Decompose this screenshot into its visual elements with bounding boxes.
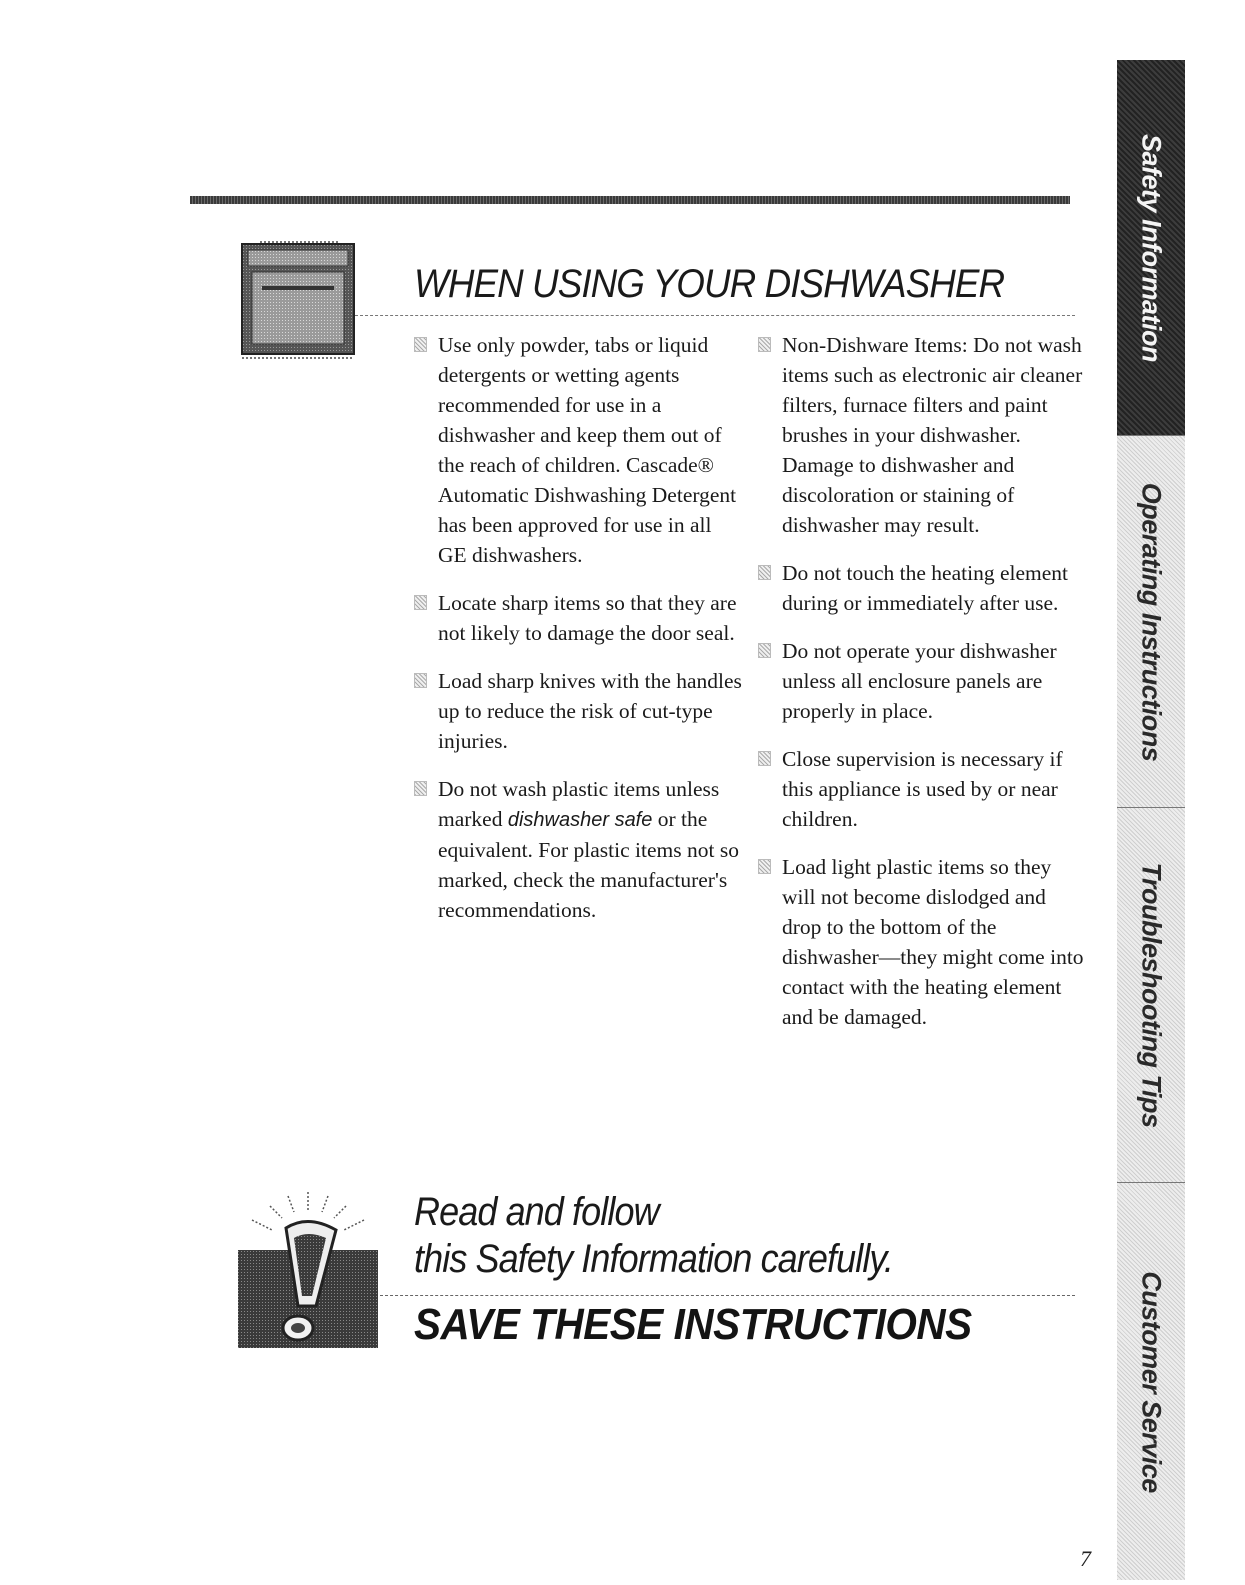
section-tabs xyxy=(1117,60,1185,1580)
safety-carefully-line: this Safety Information carefully. xyxy=(414,1237,893,1281)
exclamation-alert-icon xyxy=(238,1188,378,1348)
save-instructions-heading: SAVE THESE INSTRUCTIONS xyxy=(414,1300,972,1349)
heading-rule xyxy=(355,315,1075,316)
list-item: Do not touch the heating element during or immediately after use. xyxy=(758,558,1088,618)
list-item: Use only powder, tabs or liquid detergents or wetting agents recommended for use in a dishwasher and keep them out of the reach of children. Cascade® Automatic Dishwashing Detergent has been approved for use in all GE dishwashers. xyxy=(414,330,744,570)
list-item: Load light plastic items so they will not become dislodged and drop to the bottom of the dishwasher—they might come into contact with the heating element and be damaged. xyxy=(758,852,1088,1032)
bullet-icon xyxy=(758,859,771,874)
bullet-icon xyxy=(414,337,427,352)
bullet-icon xyxy=(758,565,771,580)
bullet-icon xyxy=(758,337,771,352)
list-item: Load sharp knives with the handles up to reduce the risk of cut-type injuries. xyxy=(414,666,744,756)
tab-label: Operating Instructions xyxy=(1136,482,1167,761)
tab-customer-service[interactable] xyxy=(1117,1182,1185,1580)
bullet-icon xyxy=(414,673,427,688)
emphasis-text: dishwasher safe xyxy=(507,809,653,831)
list-item: Close supervision is necessary if this appliance is used by or near children. xyxy=(758,744,1088,834)
left-column xyxy=(414,330,744,943)
save-rule xyxy=(380,1295,1075,1296)
tab-safety-information[interactable] xyxy=(1117,60,1185,435)
tab-operating-instructions[interactable] xyxy=(1117,435,1185,807)
bullet-icon xyxy=(414,595,427,610)
bullet-icon xyxy=(758,643,771,658)
top-rule xyxy=(190,196,1070,204)
list-item: Non-Dishware Items: Do not wash items such as electronic air cleaner filters, furnace filters and paint brushes in your dishwasher. Damage to dishwasher and discoloration or staining of dishwasher may result. xyxy=(758,330,1088,540)
dishwasher-icon xyxy=(240,236,360,366)
list-item: Do not wash plastic items unless marked dishwasher safe or the equivalent. For plastic items not so marked, check the manufacturer's recommendations. xyxy=(414,774,744,925)
tab-label: Troubleshooting Tips xyxy=(1136,862,1167,1128)
list-item: Locate sharp items so that they are not likely to damage the door seal. xyxy=(414,588,744,648)
read-follow-line: Read and follow xyxy=(414,1190,659,1234)
section-title: WHEN USING YOUR DISHWASHER xyxy=(414,262,1005,306)
tab-label: Safety Information xyxy=(1136,133,1167,362)
bullet-icon xyxy=(758,751,771,766)
right-column xyxy=(758,330,1088,1050)
list-item: Do not operate your dishwasher unless all enclosure panels are properly in place. xyxy=(758,636,1088,726)
page-number: 7 xyxy=(1080,1546,1091,1571)
bullet-icon xyxy=(414,781,427,796)
tab-label: Customer Service xyxy=(1136,1270,1167,1493)
tab-troubleshooting-tips[interactable] xyxy=(1117,807,1185,1182)
